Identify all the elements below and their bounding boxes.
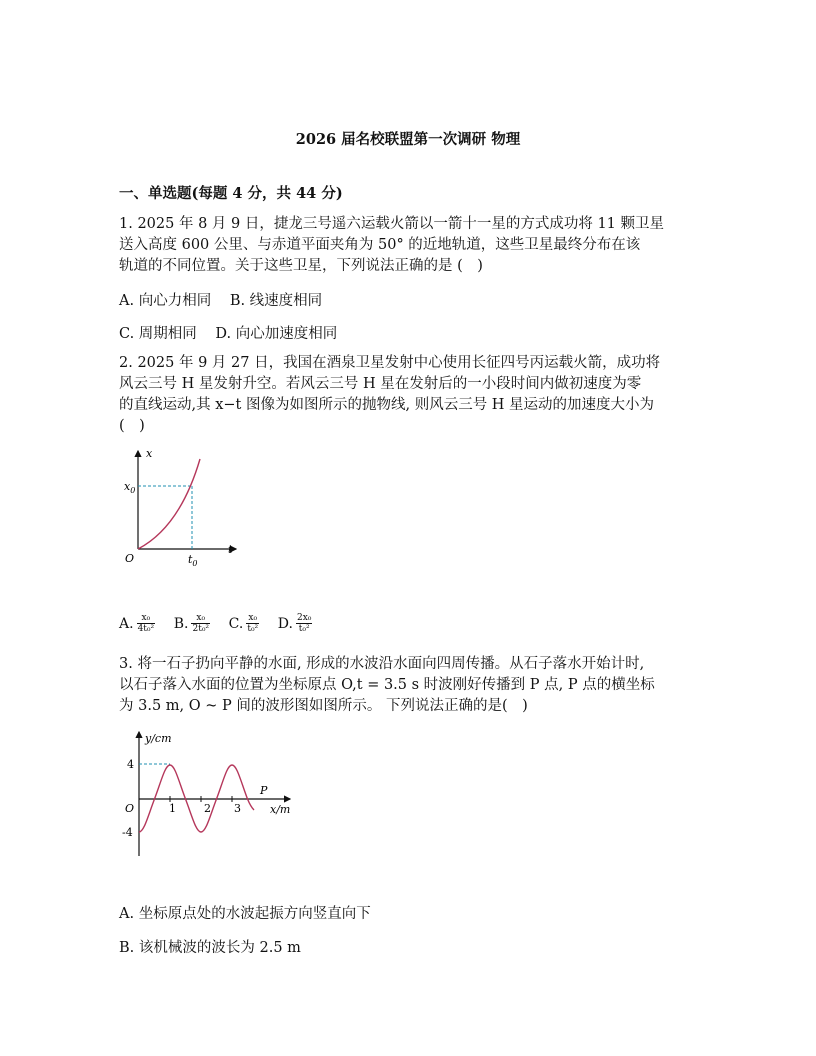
question-1-line: 送入高度 600 公里、与赤道平面夹角为 50° 的近地轨道，这些卫星最终分布在该	[119, 237, 641, 253]
question-1-options-row-2	[119, 322, 351, 343]
option-c[interactable]: C. $\frac{\text{x₀}}{\text{t₀²}}$	[228, 613, 259, 634]
option-a[interactable]: A. $\frac{\text{x₀}}{\text{4t₀²}}$	[119, 613, 155, 634]
option-c[interactable]: C. 周期相同	[119, 326, 197, 342]
question-2-line: 2. 2025 年 9 月 27 日，我国在酒泉卫星发射中心使用长征四号丙运载火箭，成功将	[119, 355, 661, 371]
option-b[interactable]: B. 线速度相同	[229, 293, 323, 309]
option-a[interactable]: A. 坐标原点处的水波起振方向竖直向下	[119, 906, 371, 922]
section-heading: 一、单选题(每题 4 分，共 44 分)	[119, 185, 343, 202]
question-1-options-row-1	[119, 289, 336, 310]
origin-label: O	[125, 802, 135, 815]
y-axis-label: y/cm	[145, 732, 172, 745]
question-2-stem	[119, 353, 699, 437]
y-tick-4: 4	[127, 758, 134, 771]
question-3-line: 3. 将一石子扔向平静的水面, 形成的水波沿水面向四周传播。从石子落水开始计时,	[119, 656, 645, 672]
option-b[interactable]: B. $\frac{\text{x₀}}{\text{2t₀²}}$	[173, 613, 210, 634]
p-label: P	[260, 784, 268, 797]
wave-graph	[118, 728, 298, 860]
x-axis-label: x	[146, 447, 153, 460]
question-1-line: 轨道的不同位置。关于这些卫星，下列说法正确的是 ( )	[119, 258, 483, 274]
origin-label: O	[125, 552, 135, 565]
t-axis-label: t	[228, 543, 233, 556]
page-title: 2026 届名校联盟第一次调研 物理	[295, 131, 521, 148]
question-2-options	[119, 613, 326, 634]
x-tick-1: 1	[169, 802, 176, 815]
x-tick-2: 2	[204, 802, 211, 815]
y-tick-neg4: -4	[122, 826, 133, 839]
option-d[interactable]: D. $\frac{\text{2x₀}}{\text{t₀²}}$	[277, 613, 312, 634]
parabola-curve	[138, 459, 200, 549]
x-tick-3: 3	[234, 802, 241, 815]
question-2-line: ( )	[119, 418, 145, 434]
x-axis-label: x/m	[270, 803, 291, 816]
question-3-line: 以石子落入水面的位置为坐标原点 O,t = 3.5 s 时波刚好传播到 P 点, P 点的横坐标	[119, 677, 655, 693]
question-1-line: 1. 2025 年 8 月 9 日，捷龙三号遥六运载火箭以一箭十一星的方式成功将 11 颗卫星	[119, 216, 665, 232]
t0-label: $t_0$	[188, 553, 198, 568]
option-b[interactable]: B. 该机械波的波长为 2.5 m	[119, 940, 301, 956]
question-3-stem	[119, 654, 699, 717]
x-t-graph	[118, 445, 248, 575]
x0-label: $x_0$	[124, 480, 136, 495]
question-1-stem	[119, 214, 699, 277]
question-2-line: 风云三号 H 星发射升空。若风云三号 H 星在发射后的一小段时间内做初速度为零	[119, 376, 642, 392]
option-d[interactable]: D. 向心加速度相同	[215, 326, 338, 342]
question-3-line: 为 3.5 m, O ~ P 间的波形图如图所示。 下列说法正确的是( )	[119, 698, 528, 714]
question-2-line: 的直线运动,其 x−t 图像为如图所示的抛物线, 则风云三号 H 星运动的加速度大小为	[119, 397, 655, 413]
option-a[interactable]: A. 向心力相同	[119, 293, 212, 309]
